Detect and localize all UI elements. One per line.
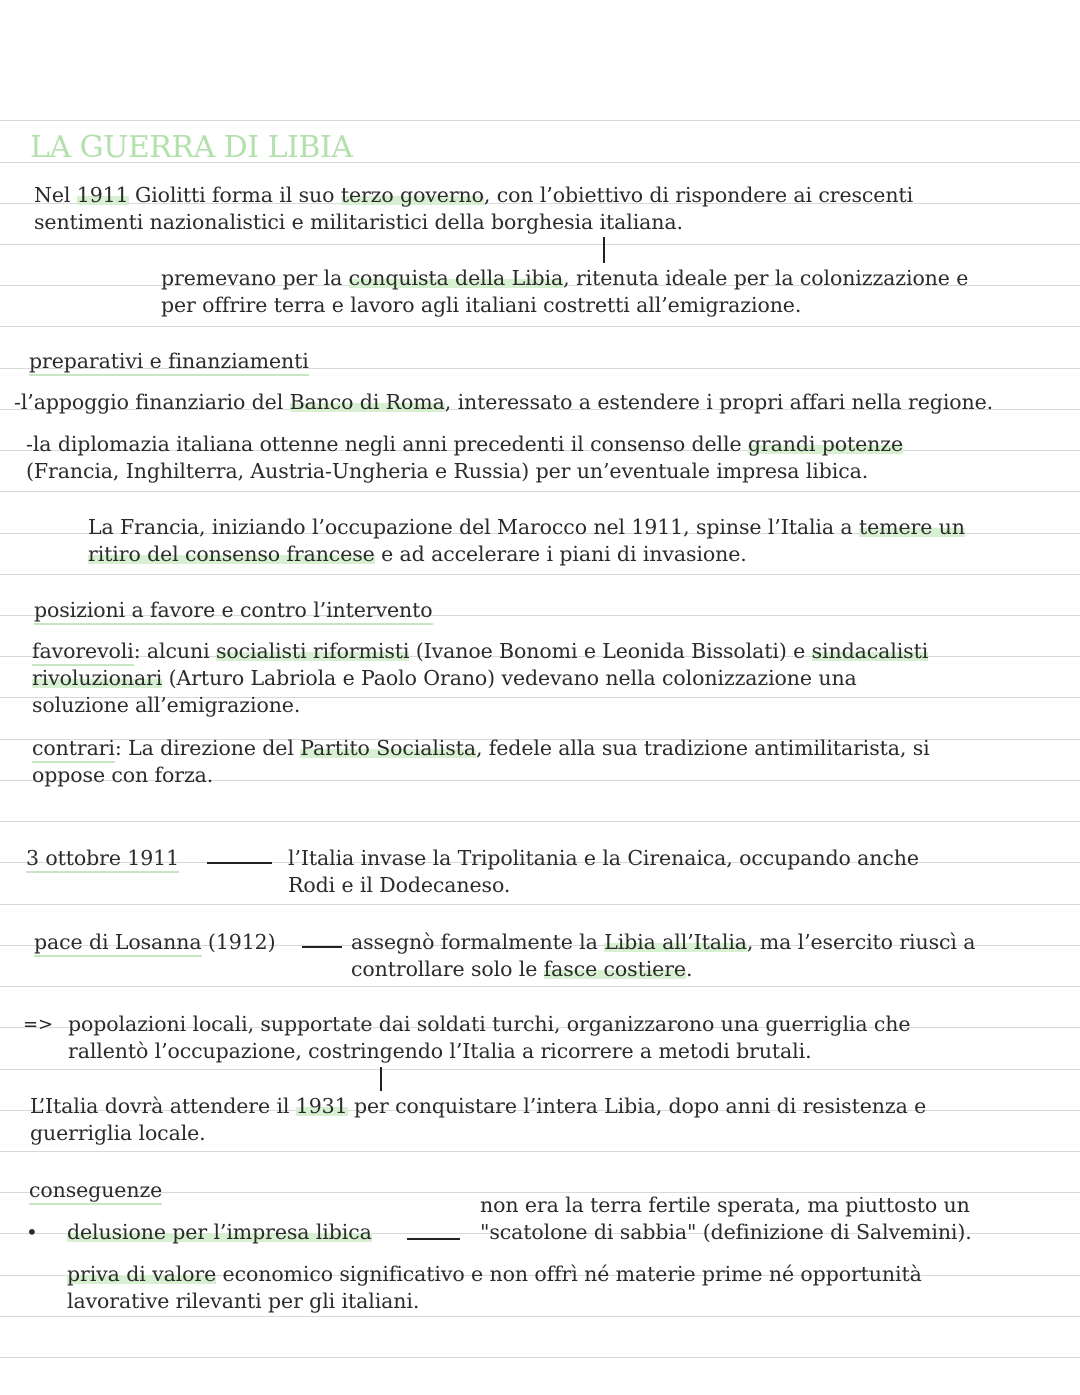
prep-item-2-line-2: (Francia, Inghilterra, Austria-Ungheria e Russia) per un’eventuale impresa libica. — [26, 459, 869, 483]
consequence-explanation-line-1: non era la terra fertile sperata, ma piuttosto un — [480, 1193, 970, 1217]
page-title: LA GUERRA DI LIBIA — [30, 130, 353, 165]
push-line-1: premevano per la conquista della Libia, ritenuta ideale per la colonizzazione e — [161, 266, 969, 290]
dash-connector — [302, 946, 342, 948]
bullet-icon: • — [26, 1220, 38, 1244]
dash-connector — [207, 862, 272, 864]
consequence-explanation-line-2: "scatolone di sabbia" (definizione di Salvemini). — [480, 1220, 972, 1244]
section-heading-positions: posizioni a favore e contro l’intervento — [34, 597, 433, 624]
push-line-2: per offrire terra e lavoro agli italiani costretti all’emigrazione. — [161, 293, 802, 317]
event-1-line-1: l’Italia invase la Tripolitania e la Cirenaica, occupando anche — [288, 846, 919, 870]
event-1-line-2: Rodi e il Dodecaneso. — [288, 873, 511, 897]
section-heading-consequences: conseguenze — [29, 1177, 162, 1204]
favorable-line-1: favorevoli: alcuni socialisti riformisti (Ivanoe Bonomi e Leonida Bissolati) e sindacalisti — [32, 638, 928, 665]
event-date-2: pace di Losanna (1912) — [34, 929, 275, 956]
contrary-line-1: contrari: La direzione del Partito Socialista, fedele alla sua tradizione antimilitarista, si — [32, 735, 930, 762]
france-line-2: ritiro del consenso francese e ad accelerare i piani di invasione. — [88, 542, 747, 566]
arrow-icon: => — [23, 1014, 53, 1035]
consequence-item-2-line-2: lavorative rilevanti per gli italiani. — [67, 1289, 420, 1313]
section-heading-preparations: preparativi e finanziamenti — [29, 348, 309, 375]
event-2-line-1: assegnò formalmente la Libia all’Italia, ma l’esercito riuscì a — [351, 930, 976, 954]
consequence-item-2-line-1: priva di valore economico significativo e non offrì né materie prime né opportunità — [67, 1262, 922, 1286]
prep-item-2: -la diplomazia italiana ottenne negli anni precedenti il consenso delle grandi potenze — [26, 432, 904, 456]
connector-line — [380, 1067, 382, 1091]
france-line-1: La Francia, iniziando l’occupazione del Marocco nel 1911, spinse l’Italia a temere un — [88, 515, 965, 539]
resistance-line-2: rallentò l’occupazione, costringendo l’Italia a ricorrere a metodi brutali. — [68, 1039, 812, 1063]
favorable-line-3: soluzione all’emigrazione. — [32, 693, 301, 717]
resistance-line-1: popolazioni locali, supportate dai soldati turchi, organizzarono una guerriglia che — [68, 1012, 911, 1036]
event-date-1: 3 ottobre 1911 — [26, 845, 179, 872]
final-line-2: guerriglia locale. — [30, 1121, 206, 1145]
favorable-line-2: rivoluzionari (Arturo Labriola e Paolo Orano) vedevano nella colonizzazione una — [32, 666, 857, 690]
final-line-1: L’Italia dovrà attendere il 1931 per conquistare l’intera Libia, dopo anni di resistenza e — [30, 1094, 927, 1118]
contrary-line-2: oppose con forza. — [32, 763, 214, 787]
connector-line — [603, 237, 605, 263]
prep-item-1: -l’appoggio finanziario del Banco di Roma, interessato a estendere i propri affari nella regione. — [14, 390, 994, 414]
intro-line-2: sentimenti nazionalistici e militaristici della borghesia italiana. — [34, 210, 683, 234]
dash-connector — [407, 1238, 460, 1240]
intro-line-1: Nel 1911 Giolitti forma il suo terzo governo, con l’obiettivo di rispondere ai crescenti — [34, 183, 914, 207]
event-2-line-2: controllare solo le fasce costiere. — [351, 957, 693, 981]
consequence-item-1: delusione per l’impresa libica — [67, 1220, 372, 1244]
